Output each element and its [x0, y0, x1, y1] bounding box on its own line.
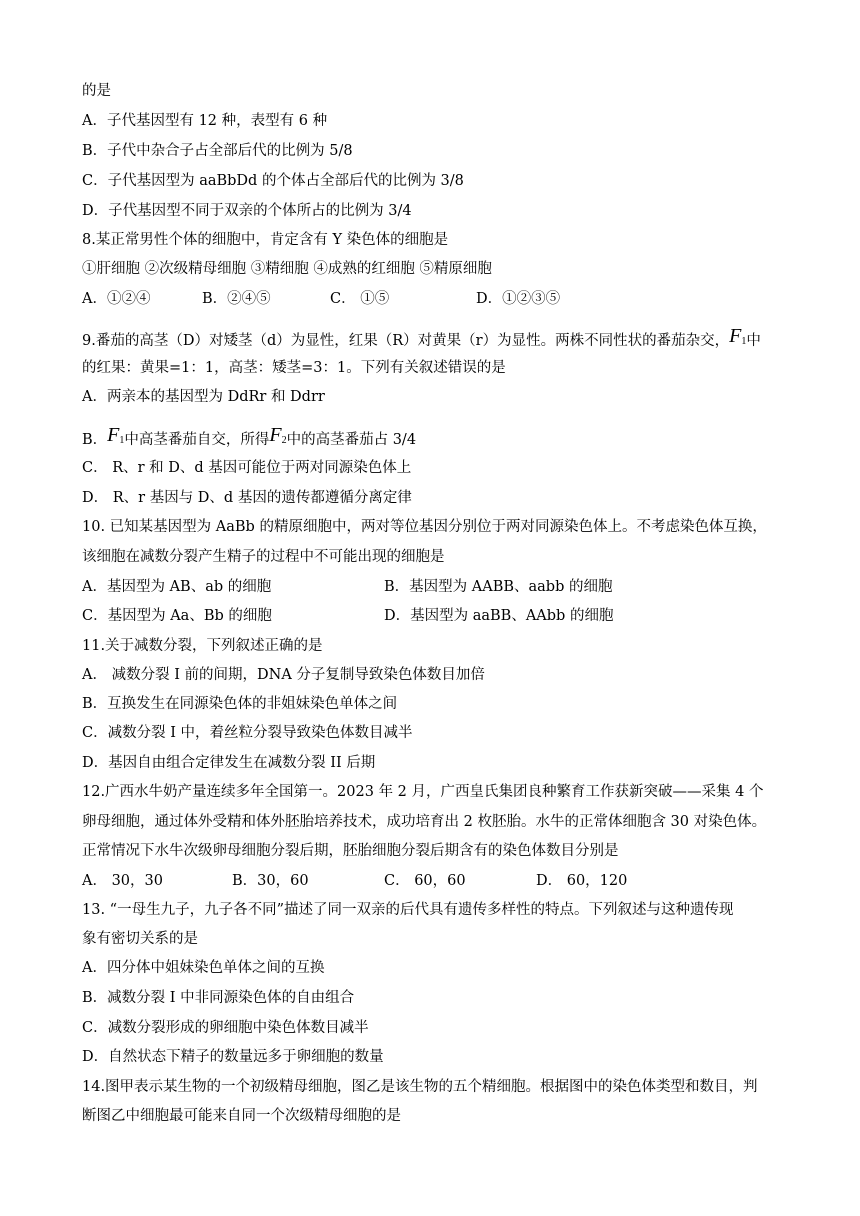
q13-stem-line2: 象有密切关系的是	[82, 931, 198, 947]
q13-option-c: C．减数分裂形成的卵细胞中染色体数目减半	[82, 1020, 369, 1036]
q7-option-b: B．子代中杂合子占全部后代的比例为 5/8	[82, 143, 353, 159]
q12-stem-line2: 卵母细胞，通过体外受精和体外胚胎培养技术，成功培育出 2 枚胚胎。水牛的正常体细胞含 30 对染色体。	[82, 814, 767, 830]
q12-option-c: C． 60，60	[384, 873, 466, 889]
q10-stem-line2: 该细胞在减数分裂产生精子的过程中不可能出现的细胞是	[82, 549, 445, 565]
q13-option-d: D．自然状态下精子的数量远多于卵细胞的数量	[82, 1049, 384, 1065]
q13-option-b: B．减数分裂 I 中非同源染色体的自由组合	[82, 990, 355, 1006]
q11-option-c: C．减数分裂 I 中，着丝粒分裂导致染色体数目减半	[82, 725, 413, 741]
q8-option-a: A．①②④	[82, 291, 151, 307]
q9-stem-line2: 的红果：黄果=1：1，高茎：矮茎=3：1。下列有关叙述错误的是	[82, 360, 506, 376]
q9-option-d: D． R、r 基因与 D、d 基因的遗传都遵循分离定律	[82, 490, 412, 506]
q12-option-b: B．30，60	[232, 873, 309, 889]
q8-option-b: B．②④⑤	[202, 291, 271, 307]
q7-stem-tail: 的是	[82, 83, 111, 99]
q13-option-a: A．四分体中姐妹染色单体之间的互换	[82, 960, 325, 976]
q8-option-c: C． ①⑤	[330, 291, 390, 307]
q8-items: ①肝细胞 ②次级精母细胞 ③精细胞 ④成熟的红细胞 ⑤精原细胞	[82, 261, 492, 277]
q9-option-a: A．两亲本的基因型为 DdRr 和 Ddrr	[82, 389, 325, 405]
q7-option-d: D．子代基因型不同于双亲的个体所占的比例为 3/4	[82, 203, 412, 219]
q11-stem: 11.关于减数分裂，下列叙述正确的是	[82, 638, 323, 654]
q10-option-c: C．基因型为 Aa、Bb 的细胞	[82, 608, 272, 624]
q7-option-c: C．子代基因型为 aaBbDd 的个体占全部后代的比例为 3/8	[82, 173, 464, 189]
q9-option-c: C． R、r 和 D、d 基因可能位于两对同源染色体上	[82, 460, 412, 476]
q8-stem: 8.某正常男性个体的细胞中，肯定含有 Y 染色体的细胞是	[82, 232, 449, 248]
q12-option-a: A． 30，30	[82, 873, 163, 889]
q10-option-d: D．基因型为 aaBB、AAbb 的细胞	[384, 608, 614, 624]
q9-b-f2-symbol: F2	[269, 424, 287, 446]
q13-stem-line1: 13. “一母生九子，九子各不同”描述了同一双亲的后代具有遗传多样性的特点。下列叙述与这种遗传现	[82, 902, 734, 918]
q9-f1-symbol: F1	[729, 325, 747, 347]
q12-option-d: D． 60，120	[536, 873, 628, 889]
q10-option-b: B．基因型为 AABB、aabb 的细胞	[384, 579, 613, 595]
q14-stem-line2: 断图乙中细胞最可能来自同一个次级精母细胞的是	[82, 1108, 401, 1124]
q12-stem-line3: 正常情况下水牛次级卵母细胞分裂后期，胚胎细胞分裂后期含有的染色体数目分别是	[82, 843, 619, 859]
q9-option-b: B．F1中高茎番茄自交，所得F2中的高茎番茄占 3/4	[82, 424, 417, 448]
q11-option-b: B．互换发生在同源染色体的非姐妹染色单体之间	[82, 696, 398, 712]
q14-stem-line1: 14.图甲表示某生物的一个初级精母细胞，图乙是该生物的五个精细胞。根据图中的染色体类型和数目，判	[82, 1079, 758, 1095]
q11-option-d: D．基因自由组合定律发生在减数分裂 II 后期	[82, 755, 376, 771]
q9-stem-line1	[82, 325, 761, 353]
q10-option-a: A．基因型为 AB、ab 的细胞	[82, 579, 272, 595]
q8-option-d: D．①②③⑤	[476, 291, 561, 307]
q9-b-f1-symbol: F1	[107, 424, 125, 446]
q12-stem-line1: 12.广西水牛奶产量连续多年全国第一。2023 年 2 月，广西皇氏集团良种繁育工作获新突破——采集 4 个	[82, 784, 764, 800]
q9-stem-zhong: 中	[746, 333, 761, 349]
q11-option-a: A． 减数分裂 I 前的间期，DNA 分子复制导致染色体数目加倍	[82, 667, 485, 683]
q10-stem-line1: 10. 已知某基因型为 AaBb 的精原细胞中，两对等位基因分别位于两对同源染色体上。不考虑染色体互换，	[82, 519, 767, 535]
q9-stem-text: 9.番茄的高茎（D）对矮茎（d）为显性，红果（R）对黄果（r）为显性。两株不同性状的番茄杂交，	[82, 333, 730, 349]
q7-option-a: A．子代基因型有 12 种，表型有 6 种	[82, 113, 328, 129]
